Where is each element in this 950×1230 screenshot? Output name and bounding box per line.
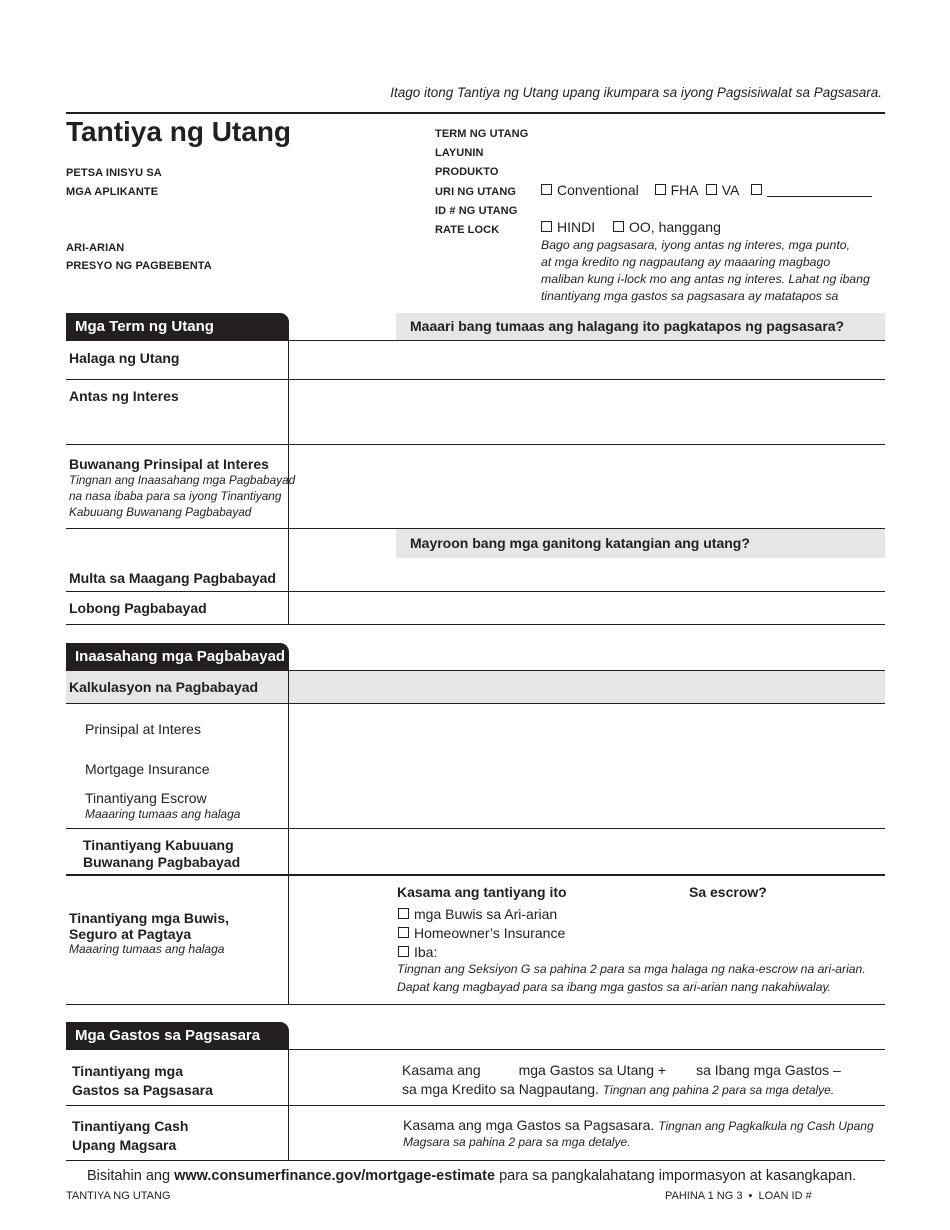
escrow-note: Maaaring tumaas ang halaga: [85, 807, 241, 821]
rule: [66, 1004, 885, 1005]
monthly-pi-note: Tingnan ang Inaasahang mga Pagbabayad na nasa ibaba para sa iyong Tinantiyang Kabuuang Buwanang Pagbabayad: [69, 473, 296, 519]
rule: [66, 828, 885, 829]
closing-costs-line1: Kasama ang mga Gastos sa Utang + sa Ibang mga Gastos –: [402, 1062, 841, 1078]
interest-rate-label: Antas ng Interes: [69, 388, 179, 404]
cfpb-link[interactable]: www.consumerfinance.gov/mortgage-estimate: [174, 1168, 496, 1184]
footer-page-number: PAHINA 1 NG 3 • LOAN ID #: [665, 1190, 812, 1202]
included-header: Kasama ang tantiyang ito: [397, 884, 567, 900]
footer-form-name: TANTIYA NG UTANG: [66, 1190, 171, 1202]
product-label: PRODUKTO: [435, 166, 499, 178]
rule: [66, 379, 885, 380]
loan-amount-label: Halaga ng Utang: [69, 350, 180, 366]
rate-lock-note: Bago ang pagsasara, iyong antas ng interes, mga punto, at mga kredito ng nagpautang ay maaaring magbago maliban kung i-lock mo ang antas ng interes. Lahat ng ibang tinantiyang mga gastos sa pagsasara ay matatapos sa: [541, 238, 870, 303]
purpose-label: LAYUNIN: [435, 147, 484, 159]
visit-line: Bisitahin ang www.consumerfinance.gov/mortgage-estimate para sa pangkalahatang impormasyon at kasangkapan.: [87, 1168, 857, 1184]
sale-price-label: PRESYO NG PAGBEBENTA: [66, 260, 212, 272]
cash-to-close-line2: Magsara sa pahina 2 para sa mga detalye.: [403, 1135, 631, 1149]
loan-id-label: ID # NG UTANG: [435, 205, 518, 217]
in-escrow-header: Sa escrow?: [689, 884, 767, 900]
payment-calculation-label: Kalkulasyon na Pagbabayad: [69, 679, 259, 695]
question2: Mayroon bang mga ganitong katangian ang utang?: [410, 535, 750, 551]
rule: [66, 591, 885, 592]
question1: Maaari bang tumaas ang halagang ito pagkatapos ng pagsasara?: [410, 318, 845, 334]
taxes-note: Maaaring tumaas ang halaga: [69, 942, 225, 956]
estimated-escrow-label: Tinantiyang Escrow: [85, 790, 207, 806]
monthly-pi-label: Buwanang Prinsipal at Interes: [69, 456, 269, 472]
included-options: [398, 905, 565, 962]
page-title: Tantiya ng Utang: [66, 116, 292, 147]
loan-terms-tab: Mga Term ng Utang: [66, 313, 289, 341]
rule: [66, 703, 885, 704]
cash-to-close-label: Tinantiyang Cash Upang Magsara: [72, 1118, 189, 1153]
fha-checkbox[interactable]: FHA: [655, 182, 698, 198]
date-issued-label: PETSA INISYU SA: [66, 167, 162, 179]
rate-lock-options: [541, 219, 721, 235]
rate-lock-yes-checkbox[interactable]: OO, hanggang: [613, 219, 721, 235]
principal-interest-label: Prinsipal at Interes: [85, 721, 201, 737]
rate-lock-label: RATE LOCK: [435, 224, 500, 236]
rule: [66, 624, 885, 625]
mortgage-insurance-label: Mortgage Insurance: [85, 761, 210, 777]
estimated-total-monthly-label: Tinantiyang Kabuuang Buwanang Pagbabayad: [83, 837, 241, 870]
comparison-note: Itago itong Tantiya ng Utang upang ikumpara sa iyong Pagsisiwalat sa Pagsasara.: [390, 85, 882, 100]
rule: [66, 874, 885, 876]
header-rule: [66, 112, 885, 114]
rule: [66, 340, 885, 341]
other-loan-type-checkbox[interactable]: [751, 182, 872, 198]
prepayment-penalty-label: Multa sa Maagang Pagbabayad: [69, 570, 276, 586]
loan-type-options: [541, 182, 872, 198]
property-taxes-checkbox[interactable]: mga Buwis sa Ari-arian: [398, 905, 565, 924]
rule: [66, 1105, 885, 1106]
included-note: Tingnan ang Seksiyon G sa pahina 2 para sa mga halaga ng naka-escrow na ari-arian. Dapat kang magbayad para sa ibang mga gastos sa ari-arian nang nakahiwalay.: [397, 962, 866, 994]
loan-term-label: TERM NG UTANG: [435, 128, 529, 140]
closing-costs-tab: Mga Gastos sa Pagsasara: [66, 1022, 289, 1050]
cash-to-close-line1: Kasama ang mga Gastos sa Pagsasara. Tingnan ang Pagkalkula ng Cash Upang: [403, 1117, 874, 1133]
projected-payments-tab: Inaasahang mga Pagbabayad: [66, 643, 289, 671]
closing-costs-line2: sa mga Kredito sa Nagpautang. Tingnan ang pahina 2 para sa mga detalye.: [402, 1081, 835, 1097]
loan-type-label: URI NG UTANG: [435, 186, 517, 198]
va-checkbox[interactable]: VA: [706, 182, 739, 198]
rate-lock-no-checkbox[interactable]: HINDI: [541, 219, 595, 235]
taxes-insurance-label: Tinantiyang mga Buwis, Seguro at Pagtaya: [69, 910, 229, 942]
applicants-label: MGA APLIKANTE: [66, 186, 159, 198]
divider: [288, 671, 289, 1004]
estimated-closing-costs-label: Tinantiyang mga Gastos sa Pagsasara: [72, 1063, 213, 1098]
rule: [66, 444, 885, 445]
other-checkbox[interactable]: Iba:: [398, 943, 565, 962]
homeowners-insurance-checkbox[interactable]: Homeowner’s Insurance: [398, 924, 565, 943]
rule: [66, 1160, 885, 1161]
conventional-checkbox[interactable]: Conventional: [541, 182, 639, 198]
balloon-payment-label: Lobong Pagbabayad: [69, 600, 207, 616]
property-label: ARI-ARIAN: [66, 242, 125, 254]
rule: [289, 1049, 885, 1050]
